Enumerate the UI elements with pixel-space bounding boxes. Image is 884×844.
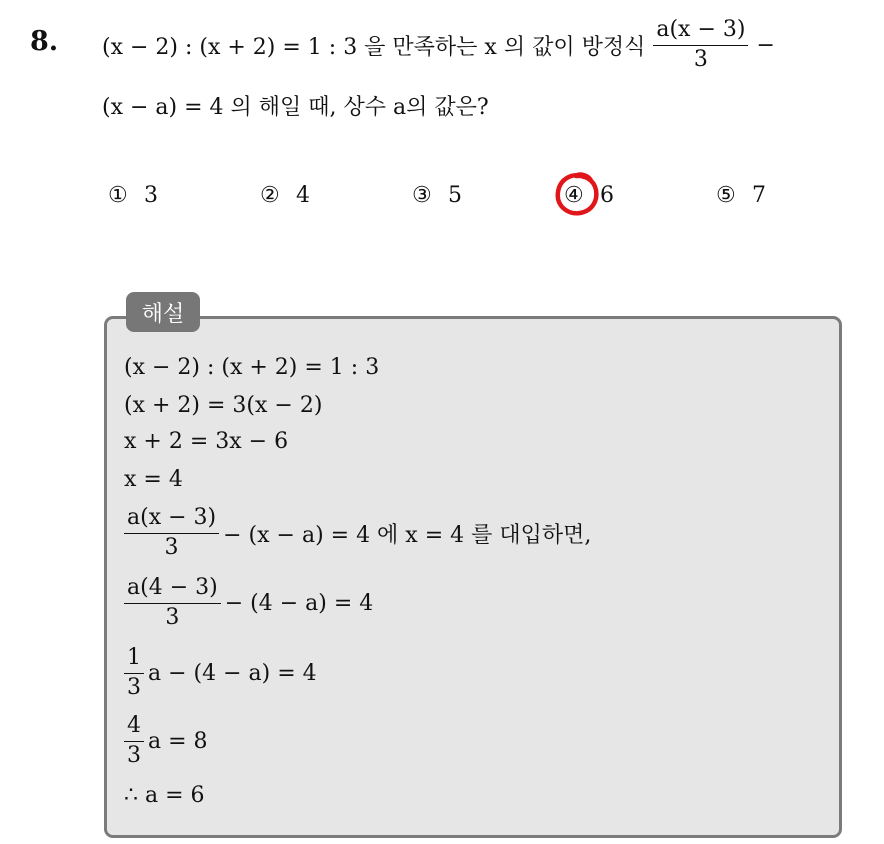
choice-4-value: 6 (600, 182, 614, 208)
question-line-1-tail: − (756, 32, 775, 58)
solution-5-fraction (124, 506, 219, 559)
choice-1-mark: ① (108, 182, 128, 208)
choice-1-value: 3 (144, 182, 158, 208)
choice-3[interactable] (412, 178, 462, 212)
solution-line-5 (124, 502, 591, 564)
question-fraction (653, 18, 748, 71)
choice-3-value: 5 (448, 182, 462, 208)
choice-3-mark: ③ (412, 182, 432, 208)
question-line-2 (102, 88, 489, 122)
solution-line-1: (x − 2) : (x + 2) = 1 : 3 (124, 354, 380, 380)
solution-tag: 해설 (126, 292, 200, 332)
solution-line-4: x = 4 (124, 466, 183, 492)
solution-8-rest: a = 8 (148, 728, 208, 754)
solution-5-numerator: a(x − 3) (124, 506, 219, 533)
solution-conclusion: ∴ a = 6 (124, 782, 205, 808)
solution-6-rest: − (4 − a) = 4 (224, 590, 374, 616)
choice-2-mark: ② (260, 182, 280, 208)
question-fraction-denominator: 3 (693, 46, 708, 72)
question-number: 8. (30, 26, 59, 57)
solution-8-denominator: 3 (127, 742, 141, 768)
solution-6-fraction (124, 576, 221, 629)
choice-5[interactable] (716, 178, 766, 212)
question-line-2-text: (x − a) = 4 의 해일 때, 상수 a의 값은? (102, 94, 489, 120)
solution-8-fraction (124, 714, 144, 767)
solution-5-rest: − (x − a) = 4 에 x = 4 를 대입하면, (223, 522, 592, 548)
solution-line-3: x + 2 = 3x − 6 (124, 428, 289, 454)
solution-7-fraction (124, 646, 144, 699)
choice-2-value: 4 (296, 182, 310, 208)
answer-choices (0, 178, 884, 212)
solution-6-denominator: 3 (165, 604, 180, 630)
choice-4-mark: ④ (564, 182, 584, 208)
choice-5-mark: ⑤ (716, 182, 736, 208)
choice-2[interactable] (260, 178, 310, 212)
solution-line-2: (x + 2) = 3(x − 2) (124, 392, 323, 418)
solution-8-numerator: 4 (124, 714, 144, 741)
question-line-1 (102, 14, 775, 76)
choice-1[interactable] (108, 178, 158, 212)
solution-6-numerator: a(4 − 3) (124, 576, 221, 603)
solution-7-rest: a − (4 − a) = 4 (148, 660, 317, 686)
solution-7-numerator: 1 (124, 646, 144, 673)
solution-line-7 (124, 642, 317, 704)
solution-5-denominator: 3 (164, 534, 179, 560)
solution-line-8 (124, 710, 208, 772)
answer-circle-icon (554, 171, 600, 217)
question-fraction-numerator: a(x − 3) (653, 18, 748, 45)
solution-7-denominator: 3 (127, 674, 141, 700)
question-line-1-text: (x − 2) : (x + 2) = 1 : 3 을 만족하는 x 의 값이 방정식 (102, 34, 646, 60)
solution-line-6 (124, 572, 373, 634)
choice-5-value: 7 (752, 182, 766, 208)
